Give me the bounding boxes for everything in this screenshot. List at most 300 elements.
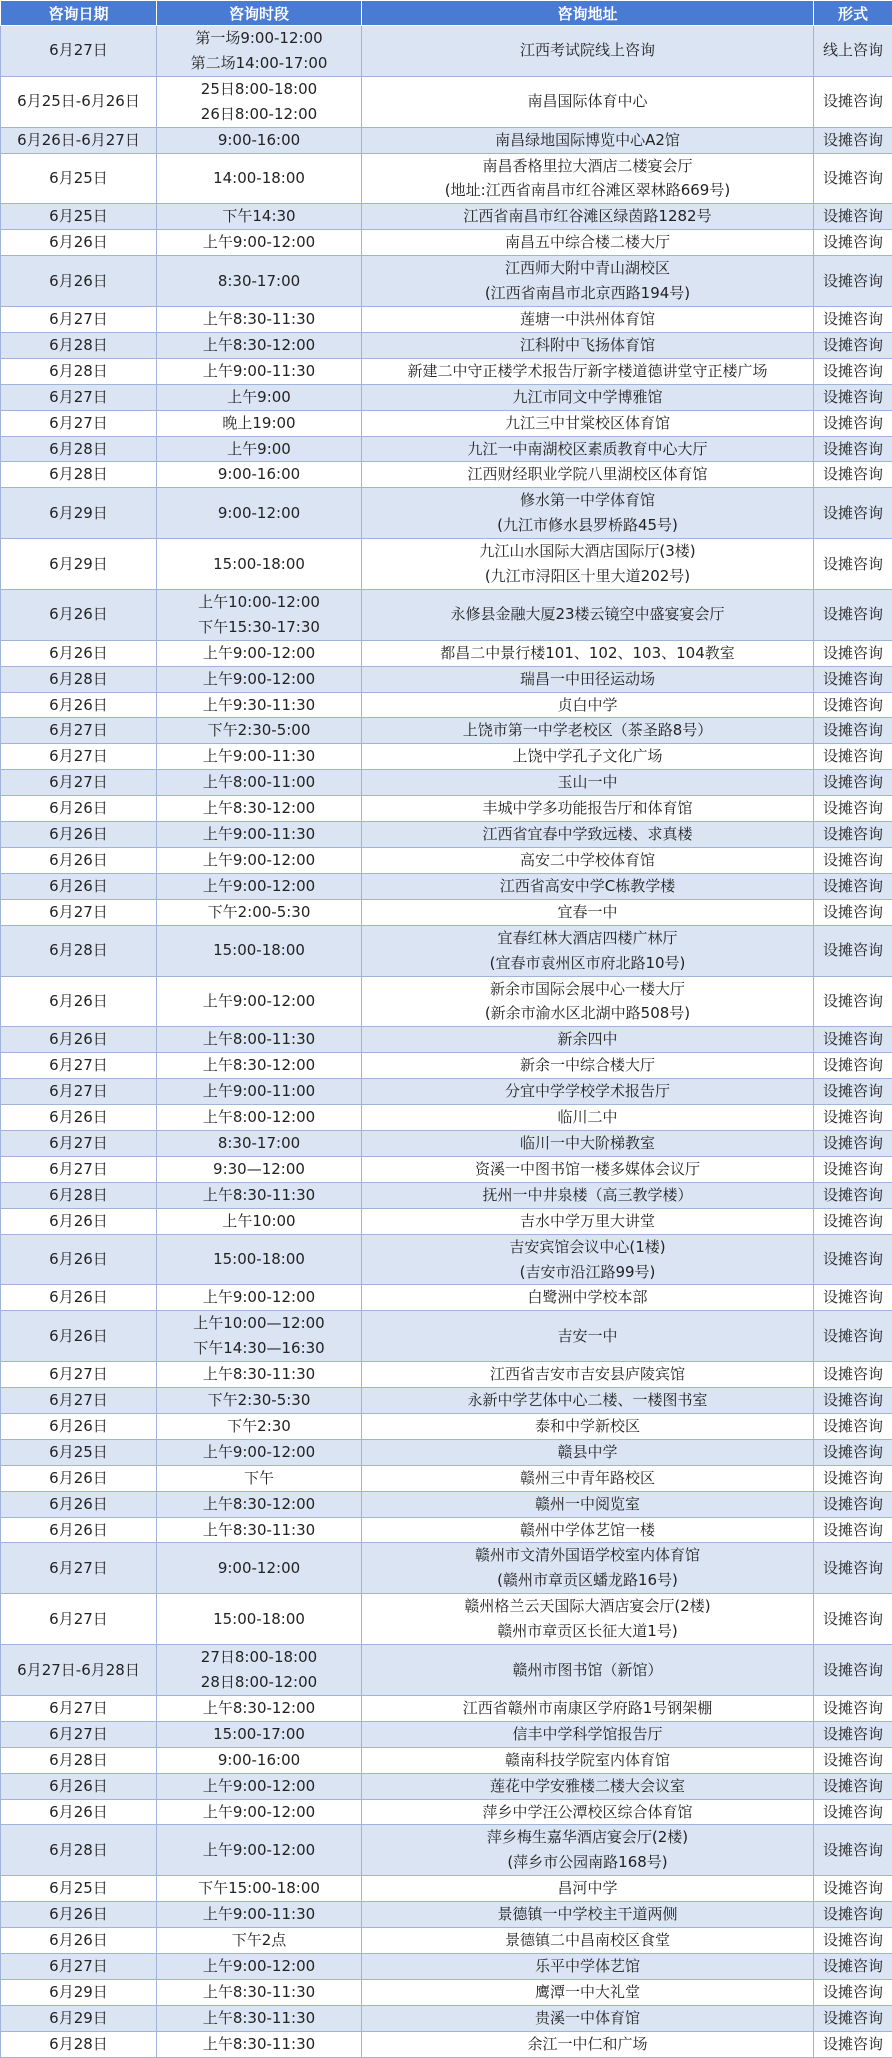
cell-mode: 设摊咨询: [814, 770, 892, 796]
cell-time: 上午9:00-12:00: [157, 1825, 362, 1876]
cell-time: 上午9:00-12:00: [157, 1799, 362, 1825]
cell-date: 6月28日: [1, 1747, 157, 1773]
cell-mode: 设摊咨询: [814, 640, 892, 666]
cell-date: 6月27日: [1, 410, 157, 436]
cell-place: 景德镇二中昌南校区食堂: [362, 1928, 814, 1954]
cell-time: 8:30-17:00: [157, 256, 362, 307]
cell-place: 永新中学艺体中心二楼、一楼图书室: [362, 1388, 814, 1414]
cell-time: 下午2:00-5:30: [157, 899, 362, 925]
cell-mode: 设摊咨询: [814, 1388, 892, 1414]
cell-place: 新余市国际会展中心一楼大厅 (新余市渝水区北湖中路508号): [362, 976, 814, 1027]
cell-place: 赣州一中阅览室: [362, 1491, 814, 1517]
cell-date: 6月26日: [1, 1517, 157, 1543]
cell-mode: 设摊咨询: [814, 332, 892, 358]
cell-time: 15:00-18:00: [157, 1234, 362, 1285]
cell-place: 南昌国际体育中心: [362, 76, 814, 127]
cell-time: 上午9:00-11:30: [157, 822, 362, 848]
cell-place: 永修县金融大厦23楼云镜空中盛宴宴会厅: [362, 589, 814, 640]
header-mode: 形式: [814, 1, 892, 26]
cell-place: 江西省南昌市红谷滩区绿茵路1282号: [362, 204, 814, 230]
cell-time: 8:30-17:00: [157, 1130, 362, 1156]
cell-place: 新建二中守正楼学术报告厅新字楼道德讲堂守正楼广场: [362, 358, 814, 384]
cell-date: 6月26日: [1, 1311, 157, 1362]
table-row: [1, 1721, 892, 1747]
cell-mode: 设摊咨询: [814, 539, 892, 590]
table-row: [1, 1491, 892, 1517]
cell-time: 25日8:00-18:00 26日8:00-12:00: [157, 76, 362, 127]
cell-date: 6月26日: [1, 1413, 157, 1439]
cell-mode: 设摊咨询: [814, 589, 892, 640]
cell-time: 上午8:00-11:00: [157, 770, 362, 796]
cell-date: 6月28日: [1, 1182, 157, 1208]
table-row: [1, 436, 892, 462]
cell-date: 6月27日-6月28日: [1, 1645, 157, 1696]
cell-mode: 设摊咨询: [814, 873, 892, 899]
table-row: [1, 127, 892, 153]
cell-place: 余江一中仁和广场: [362, 2031, 814, 2057]
table-row: [1, 1053, 892, 1079]
cell-place: 临川一中大阶梯教室: [362, 1130, 814, 1156]
table-row: [1, 899, 892, 925]
cell-mode: 设摊咨询: [814, 384, 892, 410]
cell-mode: 设摊咨询: [814, 1902, 892, 1928]
cell-time: 15:00-18:00: [157, 925, 362, 976]
table-row: [1, 1413, 892, 1439]
cell-date: 6月26日: [1, 796, 157, 822]
table-row: [1, 1747, 892, 1773]
table-row: [1, 539, 892, 590]
cell-time: 下午2:30: [157, 1413, 362, 1439]
cell-time: 上午9:00: [157, 384, 362, 410]
table-row: [1, 1079, 892, 1105]
cell-place: 玉山一中: [362, 770, 814, 796]
cell-date: 6月28日: [1, 332, 157, 358]
cell-time: 15:00-18:00: [157, 539, 362, 590]
cell-date: 6月29日: [1, 488, 157, 539]
cell-date: 6月29日: [1, 1979, 157, 2005]
cell-mode: 设摊咨询: [814, 1234, 892, 1285]
cell-place: 赣南科技学院室内体育馆: [362, 1747, 814, 1773]
cell-date: 6月25日: [1, 1439, 157, 1465]
cell-time: 上午9:00-12:00: [157, 873, 362, 899]
cell-place: 瑞昌一中田径运动场: [362, 666, 814, 692]
table-row: [1, 692, 892, 718]
cell-place: 萍乡中学汪公潭校区综合体育馆: [362, 1799, 814, 1825]
cell-place: 上饶市第一中学老校区（茶圣路8号）: [362, 718, 814, 744]
cell-place: 江科附中飞扬体育馆: [362, 332, 814, 358]
cell-place: 赣州市文清外国语学校室内体育馆 (赣州市章贡区蟠龙路16号): [362, 1543, 814, 1594]
cell-place: 吉水中学万里大讲堂: [362, 1208, 814, 1234]
table-row: [1, 1362, 892, 1388]
cell-place: 景德镇一中学校主干道两侧: [362, 1902, 814, 1928]
table-row: [1, 1465, 892, 1491]
cell-time: 上午8:30-11:30: [157, 1362, 362, 1388]
cell-mode: 设摊咨询: [814, 1182, 892, 1208]
cell-date: 6月28日: [1, 666, 157, 692]
cell-date: 6月26日: [1, 1105, 157, 1131]
cell-date: 6月27日: [1, 1388, 157, 1414]
cell-time: 上午8:30-12:00: [157, 796, 362, 822]
cell-date: 6月27日: [1, 1053, 157, 1079]
cell-mode: 设摊咨询: [814, 1491, 892, 1517]
cell-place: 萍乡梅生嘉华酒店宴会厅(2楼) (萍乡市公园南路168号): [362, 1825, 814, 1876]
table-row: [1, 848, 892, 874]
cell-time: 晚上19:00: [157, 410, 362, 436]
cell-time: 上午9:00: [157, 436, 362, 462]
cell-date: 6月26日: [1, 256, 157, 307]
cell-mode: 设摊咨询: [814, 1953, 892, 1979]
cell-mode: 设摊咨询: [814, 2031, 892, 2057]
cell-date: 6月28日: [1, 2031, 157, 2057]
cell-mode: 设摊咨询: [814, 306, 892, 332]
cell-date: 6月25日-6月26日: [1, 76, 157, 127]
cell-mode: 设摊咨询: [814, 1645, 892, 1696]
cell-date: 6月26日: [1, 230, 157, 256]
table-row: [1, 2031, 892, 2057]
cell-date: 6月26日: [1, 1027, 157, 1053]
cell-time: 15:00-18:00: [157, 1594, 362, 1645]
table-row: [1, 1182, 892, 1208]
cell-place: 泰和中学新校区: [362, 1413, 814, 1439]
cell-time: 上午9:00-11:30: [157, 1902, 362, 1928]
cell-date: 6月26日: [1, 640, 157, 666]
cell-date: 6月27日: [1, 26, 157, 77]
cell-time: 上午8:30-11:30: [157, 2005, 362, 2031]
table-row: [1, 1594, 892, 1645]
table-row: [1, 589, 892, 640]
cell-mode: 设摊咨询: [814, 976, 892, 1027]
cell-time: 9:00-16:00: [157, 1747, 362, 1773]
cell-place: 上饶中学孔子文化广场: [362, 744, 814, 770]
cell-date: 6月25日: [1, 204, 157, 230]
cell-place: 乐平中学体艺馆: [362, 1953, 814, 1979]
table-row: [1, 230, 892, 256]
table-row: [1, 410, 892, 436]
cell-time: 上午8:30-11:30: [157, 1979, 362, 2005]
cell-date: 6月27日: [1, 1130, 157, 1156]
cell-time: 上午9:30-11:30: [157, 692, 362, 718]
cell-time: 下午14:30: [157, 204, 362, 230]
table-row: [1, 1156, 892, 1182]
cell-time: 上午9:00-12:00: [157, 1773, 362, 1799]
cell-time: 9:00-16:00: [157, 127, 362, 153]
cell-date: 6月26日: [1, 1799, 157, 1825]
table-row: [1, 1130, 892, 1156]
cell-place: 江西省高安中学C栋教学楼: [362, 873, 814, 899]
cell-place: 宜春一中: [362, 899, 814, 925]
cell-time: 上午9:00-12:00: [157, 1285, 362, 1311]
table-row: [1, 358, 892, 384]
table-row: [1, 462, 892, 488]
cell-mode: 设摊咨询: [814, 1156, 892, 1182]
cell-mode: 设摊咨询: [814, 204, 892, 230]
cell-place: 抚州一中井泉楼（高三教学楼）: [362, 1182, 814, 1208]
cell-place: 宜春红林大酒店四楼广林厅 (宜春市袁州区市府北路10号): [362, 925, 814, 976]
cell-time: 上午10:00: [157, 1208, 362, 1234]
cell-place: 分宜中学学校学术报告厅: [362, 1079, 814, 1105]
cell-date: 6月26日: [1, 822, 157, 848]
cell-time: 第一场9:00-12:00 第二场14:00-17:00: [157, 26, 362, 77]
cell-date: 6月27日: [1, 384, 157, 410]
cell-mode: 设摊咨询: [814, 1105, 892, 1131]
table-row: [1, 796, 892, 822]
cell-place: 莲花中学安雅楼二楼大会议室: [362, 1773, 814, 1799]
cell-mode: 设摊咨询: [814, 1079, 892, 1105]
cell-time: 上午9:00-12:00: [157, 976, 362, 1027]
table-row: [1, 925, 892, 976]
cell-place: 江西省宜春中学致远楼、求真楼: [362, 822, 814, 848]
cell-place: 临川二中: [362, 1105, 814, 1131]
cell-date: 6月27日: [1, 718, 157, 744]
cell-time: 上午10:00-12:00 下午15:30-17:30: [157, 589, 362, 640]
cell-date: 6月28日: [1, 462, 157, 488]
cell-mode: 设摊咨询: [814, 1695, 892, 1721]
cell-time: 上午9:00-12:00: [157, 230, 362, 256]
cell-place: 赣州中学体艺馆一楼: [362, 1517, 814, 1543]
cell-place: 莲塘一中洪州体育馆: [362, 306, 814, 332]
cell-date: 6月26日: [1, 1491, 157, 1517]
cell-mode: 设摊咨询: [814, 822, 892, 848]
cell-mode: 设摊咨询: [814, 1362, 892, 1388]
cell-mode: 设摊咨询: [814, 127, 892, 153]
cell-place: 新余四中: [362, 1027, 814, 1053]
cell-place: 修水第一中学体育馆 (九江市修水县罗桥路45号): [362, 488, 814, 539]
cell-place: 江西财经职业学院八里湖校区体育馆: [362, 462, 814, 488]
table-row: [1, 1285, 892, 1311]
cell-mode: 设摊咨询: [814, 1979, 892, 2005]
cell-date: 6月27日: [1, 1362, 157, 1388]
cell-time: 下午2:30-5:00: [157, 718, 362, 744]
cell-mode: 设摊咨询: [814, 899, 892, 925]
table-row: [1, 1388, 892, 1414]
cell-time: 上午8:30-12:00: [157, 1695, 362, 1721]
cell-time: 上午8:30-11:30: [157, 306, 362, 332]
cell-time: 9:00-12:00: [157, 488, 362, 539]
cell-date: 6月27日: [1, 1156, 157, 1182]
cell-mode: 设摊咨询: [814, 1130, 892, 1156]
cell-mode: 设摊咨询: [814, 1285, 892, 1311]
table-row: [1, 1027, 892, 1053]
cell-place: 九江一中南湖校区素质教育中心大厅: [362, 436, 814, 462]
cell-place: 江西省吉安市吉安县庐陵宾馆: [362, 1362, 814, 1388]
cell-place: 鹰潭一中大礼堂: [362, 1979, 814, 2005]
cell-mode: 设摊咨询: [814, 718, 892, 744]
cell-mode: 设摊咨询: [814, 1747, 892, 1773]
cell-time: 上午10:00—12:00 下午14:30—16:30: [157, 1311, 362, 1362]
cell-time: 上午9:00-11:00: [157, 1079, 362, 1105]
table-row: [1, 1208, 892, 1234]
cell-time: 上午9:00-12:00: [157, 848, 362, 874]
cell-place: 九江三中甘棠校区体育馆: [362, 410, 814, 436]
cell-mode: 设摊咨询: [814, 1928, 892, 1954]
cell-place: 江西师大附中青山湖校区 (江西省南昌市北京西路194号): [362, 256, 814, 307]
table-row: [1, 666, 892, 692]
table-row: [1, 1773, 892, 1799]
cell-date: 6月26日: [1, 1773, 157, 1799]
header-time: 咨询时段: [157, 1, 362, 26]
cell-date: 6月26日: [1, 873, 157, 899]
cell-place: 江西省赣州市南康区学府路1号钢架棚: [362, 1695, 814, 1721]
cell-date: 6月26日: [1, 848, 157, 874]
cell-time: 上午9:00-12:00: [157, 666, 362, 692]
table-header-row: [1, 1, 892, 26]
cell-mode: 设摊咨询: [814, 1027, 892, 1053]
table-row: [1, 1645, 892, 1696]
table-row: [1, 204, 892, 230]
cell-date: 6月27日: [1, 306, 157, 332]
cell-time: 上午9:00-11:30: [157, 358, 362, 384]
cell-date: 6月26日: [1, 1234, 157, 1285]
cell-mode: 设摊咨询: [814, 1773, 892, 1799]
cell-time: 下午2:30-5:30: [157, 1388, 362, 1414]
table-row: [1, 822, 892, 848]
cell-date: 6月27日: [1, 770, 157, 796]
cell-place: 吉安宾馆会议中心(1楼) (吉安市沿江路99号): [362, 1234, 814, 1285]
cell-place: 信丰中学科学馆报告厅: [362, 1721, 814, 1747]
cell-mode: 设摊咨询: [814, 744, 892, 770]
cell-date: 6月27日: [1, 744, 157, 770]
cell-place: 赣县中学: [362, 1439, 814, 1465]
table-row: [1, 1517, 892, 1543]
cell-time: 上午9:00-12:00: [157, 1439, 362, 1465]
cell-date: 6月25日: [1, 1876, 157, 1902]
cell-date: 6月26日: [1, 589, 157, 640]
cell-time: 14:00-18:00: [157, 153, 362, 204]
cell-mode: 设摊咨询: [814, 1208, 892, 1234]
cell-place: 贵溪一中体育馆: [362, 2005, 814, 2031]
table-row: [1, 770, 892, 796]
cell-time: 上午9:00-11:30: [157, 744, 362, 770]
cell-mode: 设摊咨询: [814, 1876, 892, 1902]
cell-mode: 设摊咨询: [814, 1825, 892, 1876]
cell-place: 赣州市图书馆（新馆）: [362, 1645, 814, 1696]
cell-time: 上午8:00-11:30: [157, 1027, 362, 1053]
cell-date: 6月27日: [1, 1594, 157, 1645]
cell-place: 白鹭洲中学校本部: [362, 1285, 814, 1311]
cell-mode: 设摊咨询: [814, 1311, 892, 1362]
cell-mode: 设摊咨询: [814, 666, 892, 692]
cell-time: 15:00-17:00: [157, 1721, 362, 1747]
table-row: [1, 256, 892, 307]
table-row: [1, 1439, 892, 1465]
cell-date: 6月28日: [1, 436, 157, 462]
table-row: [1, 1902, 892, 1928]
cell-mode: 设摊咨询: [814, 1543, 892, 1594]
cell-date: 6月28日: [1, 925, 157, 976]
cell-place: 都昌二中景行楼101、102、103、104教室: [362, 640, 814, 666]
cell-time: 上午9:00-12:00: [157, 640, 362, 666]
cell-date: 6月26日: [1, 692, 157, 718]
cell-date: 6月26日: [1, 1208, 157, 1234]
table-row: [1, 1928, 892, 1954]
cell-place: 吉安一中: [362, 1311, 814, 1362]
cell-place: 资溪一中图书馆一楼多媒体会议厅: [362, 1156, 814, 1182]
cell-date: 6月28日: [1, 358, 157, 384]
cell-date: 6月26日: [1, 1465, 157, 1491]
cell-mode: 设摊咨询: [814, 76, 892, 127]
table-row: [1, 1953, 892, 1979]
cell-date: 6月27日: [1, 1543, 157, 1594]
table-row: [1, 76, 892, 127]
cell-mode: 设摊咨询: [814, 153, 892, 204]
cell-place: 九江山水国际大酒店国际厅(3楼) (九江市浔阳区十里大道202号): [362, 539, 814, 590]
table-row: [1, 332, 892, 358]
cell-mode: 设摊咨询: [814, 1721, 892, 1747]
table-row: [1, 306, 892, 332]
cell-date: 6月25日: [1, 153, 157, 204]
table-row: [1, 2005, 892, 2031]
cell-mode: 设摊咨询: [814, 230, 892, 256]
cell-place: 赣州三中青年路校区: [362, 1465, 814, 1491]
cell-mode: 设摊咨询: [814, 2005, 892, 2031]
cell-time: 上午8:30-12:00: [157, 332, 362, 358]
table-row: [1, 1543, 892, 1594]
cell-time: 上午8:30-11:30: [157, 2031, 362, 2057]
table-row: [1, 1311, 892, 1362]
cell-place: 南昌五中综合楼二楼大厅: [362, 230, 814, 256]
cell-mode: 设摊咨询: [814, 256, 892, 307]
table-row: [1, 1979, 892, 2005]
table-row: [1, 1695, 892, 1721]
cell-mode: 设摊咨询: [814, 488, 892, 539]
table-row: [1, 1825, 892, 1876]
table-row: [1, 873, 892, 899]
table-row: [1, 1876, 892, 1902]
table-row: [1, 26, 892, 77]
cell-date: 6月26日: [1, 976, 157, 1027]
cell-place: 丰城中学多功能报告厅和体育馆: [362, 796, 814, 822]
cell-date: 6月27日: [1, 1953, 157, 1979]
table-row: [1, 640, 892, 666]
cell-time: 上午8:30-11:30: [157, 1517, 362, 1543]
cell-place: 新余一中综合楼大厅: [362, 1053, 814, 1079]
cell-mode: 设摊咨询: [814, 1465, 892, 1491]
cell-date: 6月27日: [1, 1079, 157, 1105]
cell-place: 江西考试院线上咨询: [362, 26, 814, 77]
cell-time: 9:00-12:00: [157, 1543, 362, 1594]
cell-time: 上午8:30-12:00: [157, 1053, 362, 1079]
cell-date: 6月28日: [1, 1825, 157, 1876]
cell-place: 赣州格兰云天国际大酒店宴会厅(2楼) 赣州市章贡区长征大道1号): [362, 1594, 814, 1645]
cell-place: 贞白中学: [362, 692, 814, 718]
cell-date: 6月27日: [1, 1721, 157, 1747]
cell-mode: 设摊咨询: [814, 848, 892, 874]
cell-place: 南昌绿地国际博览中心A2馆: [362, 127, 814, 153]
cell-mode: 设摊咨询: [814, 1053, 892, 1079]
table-row: [1, 1799, 892, 1825]
header-place: 咨询地址: [362, 1, 814, 26]
table-row: [1, 488, 892, 539]
cell-mode: 设摊咨询: [814, 358, 892, 384]
cell-mode: 设摊咨询: [814, 1594, 892, 1645]
cell-time: 上午8:30-12:00: [157, 1491, 362, 1517]
table-row: [1, 976, 892, 1027]
table-row: [1, 718, 892, 744]
cell-mode: 设摊咨询: [814, 410, 892, 436]
cell-mode: 设摊咨询: [814, 436, 892, 462]
cell-date: 6月29日: [1, 539, 157, 590]
cell-time: 下午: [157, 1465, 362, 1491]
cell-time: 9:00-16:00: [157, 462, 362, 488]
cell-mode: 设摊咨询: [814, 462, 892, 488]
cell-time: 9:30—12:00: [157, 1156, 362, 1182]
cell-mode: 设摊咨询: [814, 1413, 892, 1439]
table-row: [1, 384, 892, 410]
table-row: [1, 744, 892, 770]
cell-date: 6月26日: [1, 1285, 157, 1311]
table-row: [1, 1234, 892, 1285]
cell-time: 上午8:30-11:30: [157, 1182, 362, 1208]
